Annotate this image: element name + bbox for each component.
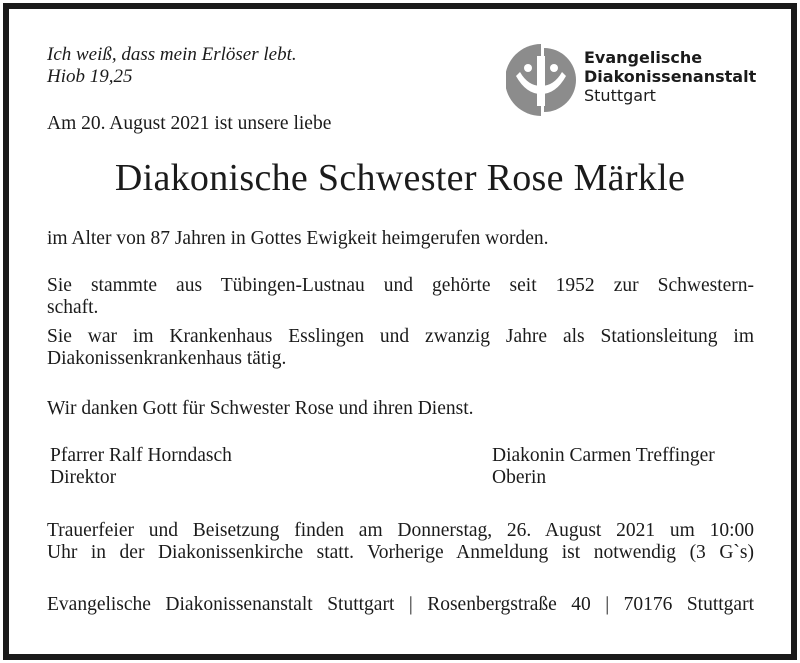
thanks-line: Wir danken Gott für Schwester Rose und ihren Dienst. — [47, 398, 474, 419]
funeral-line-1: Trauerfeier und Beisetzung finden am Donnerstag, 26. August 2021 um 10:00 — [47, 520, 754, 541]
verse-text: Ich weiß, dass mein Erlöser lebt. — [47, 44, 297, 65]
bible-verse — [47, 44, 297, 88]
funeral-line-2: Uhr in der Diakonissenkirche statt. Vorherige Anmeldung ist notwendig (3 G`s) — [47, 542, 754, 563]
logo-line-2: Diakonissenanstalt — [584, 67, 757, 86]
bio-line-1: Sie stammte aus Tübingen-Lustnau und gehörte seit 1952 zur Schwestern- — [47, 275, 754, 296]
signatory-left-role: Direktor — [50, 467, 117, 488]
bio-line-2: schaft. — [47, 297, 99, 318]
signatory-right-name: Diakonin Carmen Treffinger — [492, 445, 715, 466]
footer-address: Evangelische Diakonissenanstalt Stuttgart | Rosenbergstraße 40 | 70176 Stuttgart — [47, 594, 754, 615]
verse-reference: Hiob 19,25 — [47, 66, 133, 87]
deaconess-cross-emblem-icon — [506, 42, 576, 118]
bio-line-3: Sie war im Krankenhaus Esslingen und zwanzig Jahre als Stationsleitung im — [47, 326, 754, 347]
age-line: im Alter von 87 Jahren in Gottes Ewigkeit heimgerufen worden. — [47, 228, 549, 249]
signatory-left-name: Pfarrer Ralf Horndasch — [50, 445, 232, 466]
logo-line-3: Stuttgart — [584, 86, 656, 105]
deceased-name: Diakonische Schwester Rose Märkle — [114, 157, 686, 199]
signatory-left — [50, 445, 232, 489]
logo-line-1: Evangelische — [584, 48, 703, 67]
signatory-right-role: Oberin — [492, 467, 547, 488]
intro-line: Am 20. August 2021 ist unsere liebe — [47, 113, 332, 134]
signatory-right — [492, 445, 715, 489]
bio-line-4: Diakonissenkrankenhaus tätig. — [47, 348, 287, 369]
